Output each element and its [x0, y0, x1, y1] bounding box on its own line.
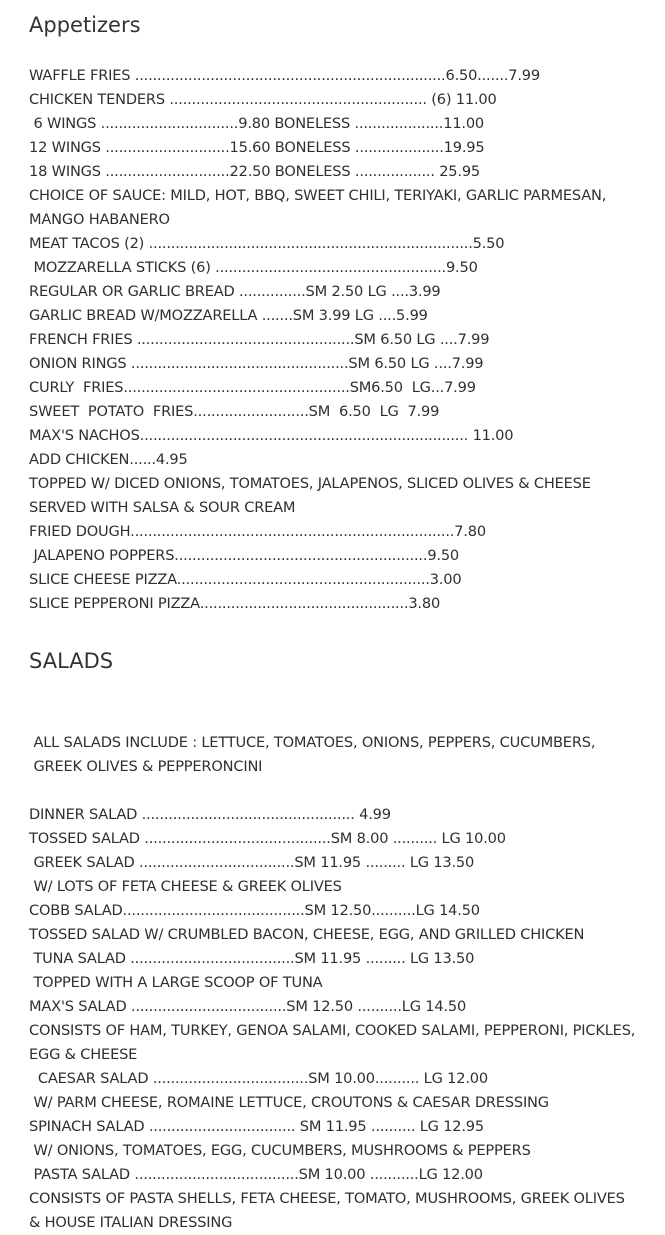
menu-line: CHICKEN TENDERS .......................................................... (6) 11.00 — [29, 91, 497, 108]
menu-line: CAESAR SALAD ...................................SM 10.00.......... LG 12.00 — [29, 1070, 488, 1087]
appetizers-heading: Appetizers — [29, 13, 141, 37]
menu-line: SERVED WITH SALSA & SOUR CREAM — [29, 499, 296, 516]
menu-line: GREEK OLIVES & PEPPERONCINI — [29, 758, 263, 775]
menu-line: TOPPED W/ DICED ONIONS, TOMATOES, JALAPENOS, SLICED OLIVES & CHEESE — [29, 475, 591, 492]
menu-line: ADD CHICKEN......4.95 — [29, 451, 188, 468]
menu-line: EGG & CHEESE — [29, 1046, 138, 1063]
salads-heading: SALADS — [29, 649, 114, 673]
menu-line: CURLY FRIES...................................................SM6.50 LG...7.99 — [29, 379, 476, 396]
menu-line: TOSSED SALAD ..........................................SM 8.00 .......... LG 10.00 — [29, 830, 506, 847]
menu-line: ALL SALADS INCLUDE : LETTUCE, TOMATOES, ONIONS, PEPPERS, CUCUMBERS, — [29, 734, 596, 751]
menu-line: SLICE PEPPERONI PIZZA...............................................3.80 — [29, 595, 441, 612]
menu-line: SWEET POTATO FRIES..........................SM 6.50 LG 7.99 — [29, 403, 440, 420]
menu-line: DINNER SALAD ................................................ 4.99 — [29, 806, 391, 823]
menu-line: FRENCH FRIES .................................................SM 6.50 LG ....7.99 — [29, 331, 490, 348]
menu-line: CHOICE OF SAUCE: MILD, HOT, BBQ, SWEET CHILI, TERIYAKI, GARLIC PARMESAN, — [29, 187, 607, 204]
appetizers-list — [29, 64, 606, 616]
menu-line: TOPPED WITH A LARGE SCOOP OF TUNA — [29, 974, 323, 991]
menu-line: W/ ONIONS, TOMATOES, EGG, CUCUMBERS, MUSHROOMS & PEPPERS — [29, 1142, 531, 1159]
menu-line: 6 WINGS ...............................9.80 BONELESS ....................11.00 — [29, 115, 485, 132]
menu-line: W/ LOTS OF FETA CHEESE & GREEK OLIVES — [29, 878, 342, 895]
menu-line: SPINACH SALAD ................................. SM 11.95 .......... LG 12.95 — [29, 1118, 484, 1135]
menu-line: SLICE CHEESE PIZZA.........................................................3.00 — [29, 571, 462, 588]
menu-line: REGULAR OR GARLIC BREAD ...............SM 2.50 LG ....3.99 — [29, 283, 441, 300]
menu-line: GREEK SALAD ...................................SM 11.95 ......... LG 13.50 — [29, 854, 475, 871]
menu-line: GARLIC BREAD W/MOZZARELLA .......SM 3.99 LG ....5.99 — [29, 307, 428, 324]
menu-line: TUNA SALAD .....................................SM 11.95 ......... LG 13.50 — [29, 950, 475, 967]
menu-line: W/ PARM CHEESE, ROMAINE LETTUCE, CROUTONS & CAESAR DRESSING — [29, 1094, 549, 1111]
menu-line: MEAT TACOS (2) .........................................................................5.50 — [29, 235, 505, 252]
menu-line: 18 WINGS ............................22.50 BONELESS .................. 25.95 — [29, 163, 480, 180]
menu-line: COBB SALAD.........................................SM 12.50..........LG 14.50 — [29, 902, 480, 919]
menu-line: CONSISTS OF PASTA SHELLS, FETA CHEESE, TOMATO, MUSHROOMS, GREEK OLIVES — [29, 1190, 625, 1207]
menu-line: TOSSED SALAD W/ CRUMBLED BACON, CHEESE, EGG, AND GRILLED CHICKEN — [29, 926, 585, 943]
menu-line: PASTA SALAD .....................................SM 10.00 ...........LG 12.00 — [29, 1166, 483, 1183]
menu-line: WAFFLE FRIES ......................................................................6.50.......7.99 — [29, 67, 540, 84]
salads-intro — [29, 731, 595, 779]
menu-line: MANGO HABANERO — [29, 211, 170, 228]
menu-line: JALAPENO POPPERS.........................................................9.50 — [29, 547, 460, 564]
menu-line: & HOUSE ITALIAN DRESSING — [29, 1214, 233, 1231]
menu-line: MAX'S NACHOS.......................................................................... 11.00 — [29, 427, 514, 444]
menu-line: CONSISTS OF HAM, TURKEY, GENOA SALAMI, COOKED SALAMI, PEPPERONI, PICKLES, — [29, 1022, 636, 1039]
menu-line: MAX'S SALAD ...................................SM 12.50 ..........LG 14.50 — [29, 998, 467, 1015]
salads-list — [29, 803, 635, 1235]
menu-line: 12 WINGS ............................15.60 BONELESS ....................19.95 — [29, 139, 485, 156]
menu-line: ONION RINGS .................................................SM 6.50 LG ....7.99 — [29, 355, 484, 372]
menu-line: FRIED DOUGH.........................................................................7.80 — [29, 523, 486, 540]
menu-line: MOZZARELLA STICKS (6) ....................................................9.50 — [29, 259, 478, 276]
